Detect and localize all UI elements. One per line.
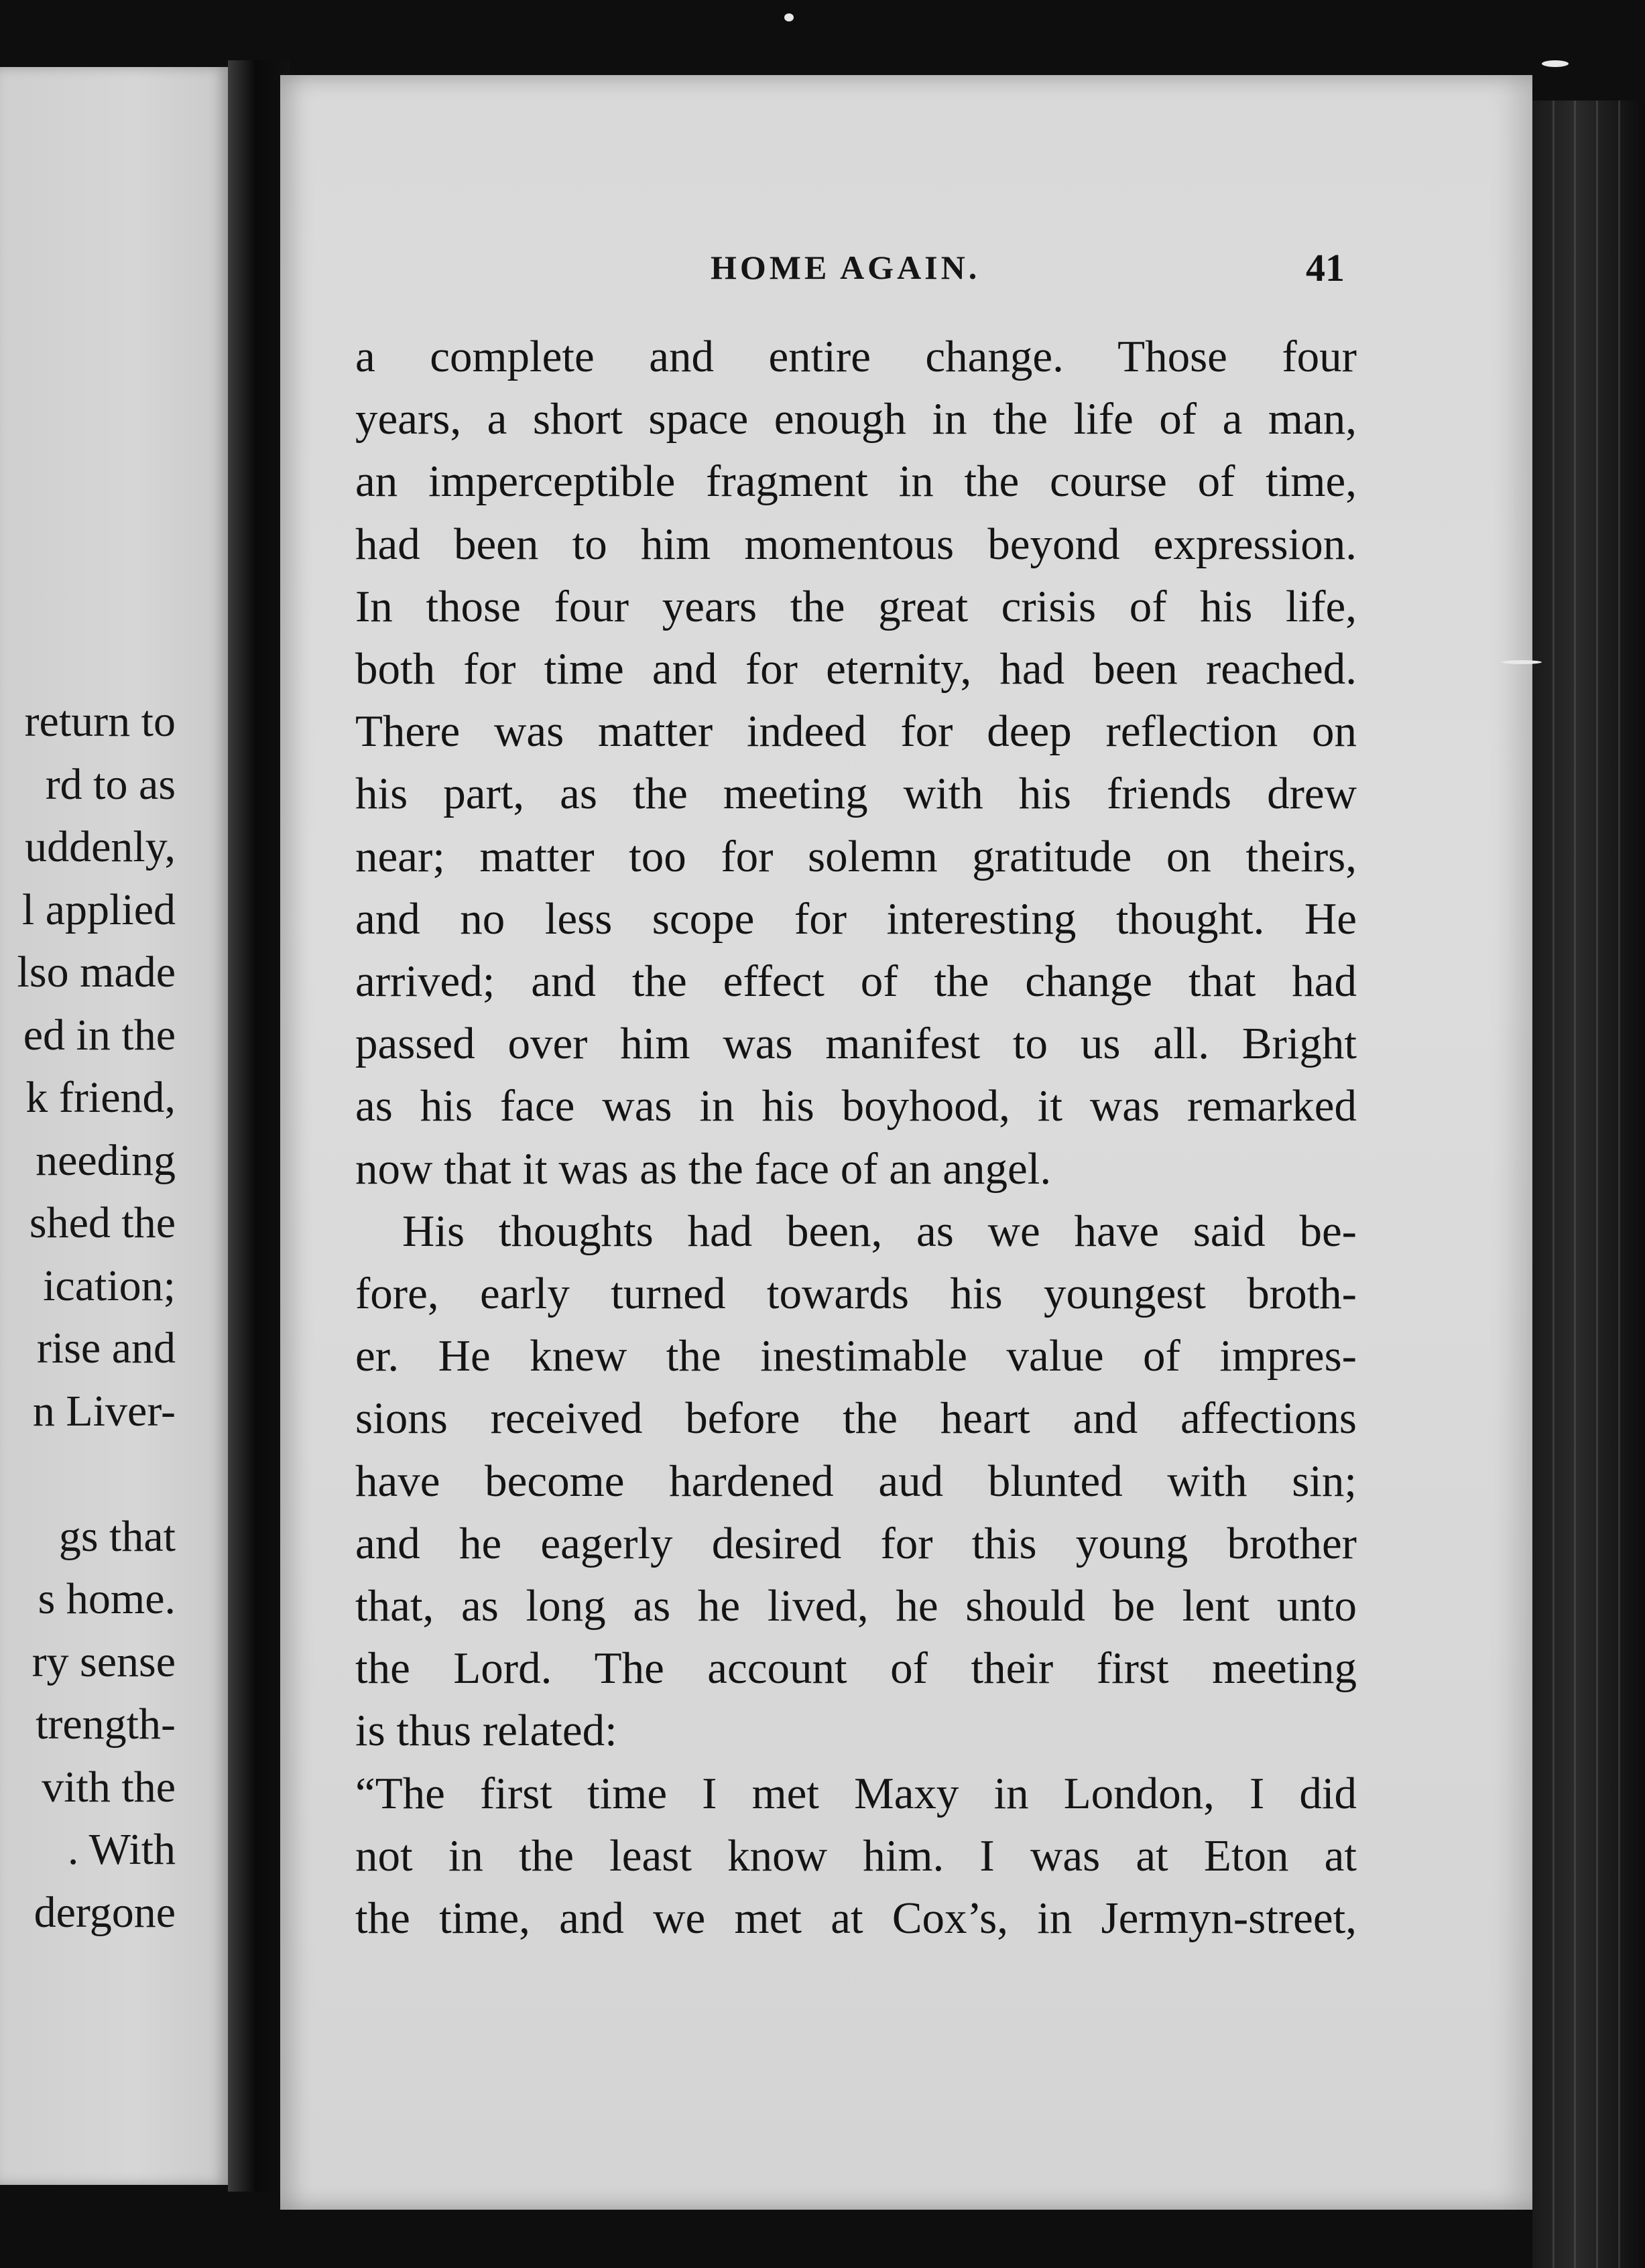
- text-line: as his face was in his boyhood, it was remarked: [355, 1081, 1357, 1131]
- text-line: lso made: [17, 948, 176, 997]
- text-line: ication;: [43, 1261, 176, 1310]
- text-line: an imperceptible fragment in the course of time,: [355, 456, 1357, 507]
- text-line: that, as long as he lived, he should be lent unto: [355, 1581, 1357, 1631]
- text-line: “The first time I met Maxy in London, I did: [355, 1768, 1357, 1818]
- text-line: is thus related:: [355, 1706, 617, 1756]
- text-line: vith the: [42, 1762, 176, 1812]
- text-line: s home.: [38, 1574, 176, 1623]
- dust-speck: [784, 13, 794, 21]
- text-line: His thoughts had been, as we have said be-: [402, 1206, 1357, 1256]
- text-line: In those four years the great crisis of his life,: [355, 581, 1357, 631]
- text-line: . With: [67, 1825, 176, 1874]
- text-line: trength-: [36, 1700, 176, 1749]
- text-line: the Lord. The account of their first meeting: [355, 1643, 1357, 1694]
- text-line: the time, and we met at Cox’s, in Jermyn-street,: [355, 1893, 1357, 1944]
- text-line: return to: [24, 697, 176, 746]
- dust-speck: [1542, 60, 1569, 67]
- page-stack-edge: [1532, 101, 1645, 2268]
- text-line: passed over him was manifest to us all. Bright: [355, 1019, 1357, 1069]
- text-line: rd to as: [45, 759, 176, 809]
- text-line: ed in the: [23, 1010, 176, 1060]
- text-line: k friend,: [25, 1073, 176, 1122]
- left-page-text: [17, 690, 176, 1944]
- paragraph-gap: [17, 1442, 176, 1505]
- text-line: sions received before the heart and affections: [355, 1393, 1357, 1444]
- text-line: er. He knew the inestimable value of impres-: [355, 1331, 1357, 1381]
- text-line: shed the: [29, 1198, 176, 1247]
- text-line: needing: [36, 1135, 176, 1185]
- text-line: near; matter too for solemn gratitude on theirs,: [355, 831, 1357, 881]
- text-line: dergone: [34, 1887, 176, 1937]
- text-line: and no less scope for interesting thought. He: [355, 893, 1357, 944]
- text-line: l applied: [21, 885, 176, 934]
- text-line: arrived; and the effect of the change that had: [355, 956, 1357, 1007]
- text-line: uddenly,: [25, 822, 176, 871]
- dust-speck: [1502, 660, 1542, 664]
- left-page: [0, 67, 228, 2185]
- text-line: There was matter indeed for deep reflection on: [355, 706, 1357, 757]
- running-head: HOME AGAIN.: [711, 249, 981, 286]
- page-number: 41: [1306, 246, 1345, 290]
- text-line: a complete and entire change. Those four: [355, 332, 1357, 381]
- page-body-text: [355, 326, 1357, 1950]
- text-line: fore, early turned towards his youngest broth-: [355, 1269, 1357, 1319]
- text-line: years, a short space enough in the life of a man,: [355, 394, 1357, 444]
- text-line: n Liver-: [32, 1386, 176, 1436]
- text-line: have become hardened aud blunted with sin;: [355, 1456, 1357, 1506]
- text-line: rise and: [36, 1324, 176, 1373]
- text-line: his part, as the meeting with his friends drew: [355, 769, 1357, 819]
- text-line: both for time and for eternity, had been reached.: [355, 644, 1357, 694]
- text-line: had been to him momentous beyond expression.: [355, 519, 1357, 569]
- text-line: gs that: [58, 1511, 176, 1561]
- text-line: ry sense: [32, 1637, 176, 1686]
- text-line: not in the least know him. I was at Eton at: [355, 1830, 1357, 1881]
- text-line: now that it was as the face of an angel.: [355, 1143, 1052, 1194]
- text-line: and he eagerly desired for this young brother: [355, 1518, 1357, 1568]
